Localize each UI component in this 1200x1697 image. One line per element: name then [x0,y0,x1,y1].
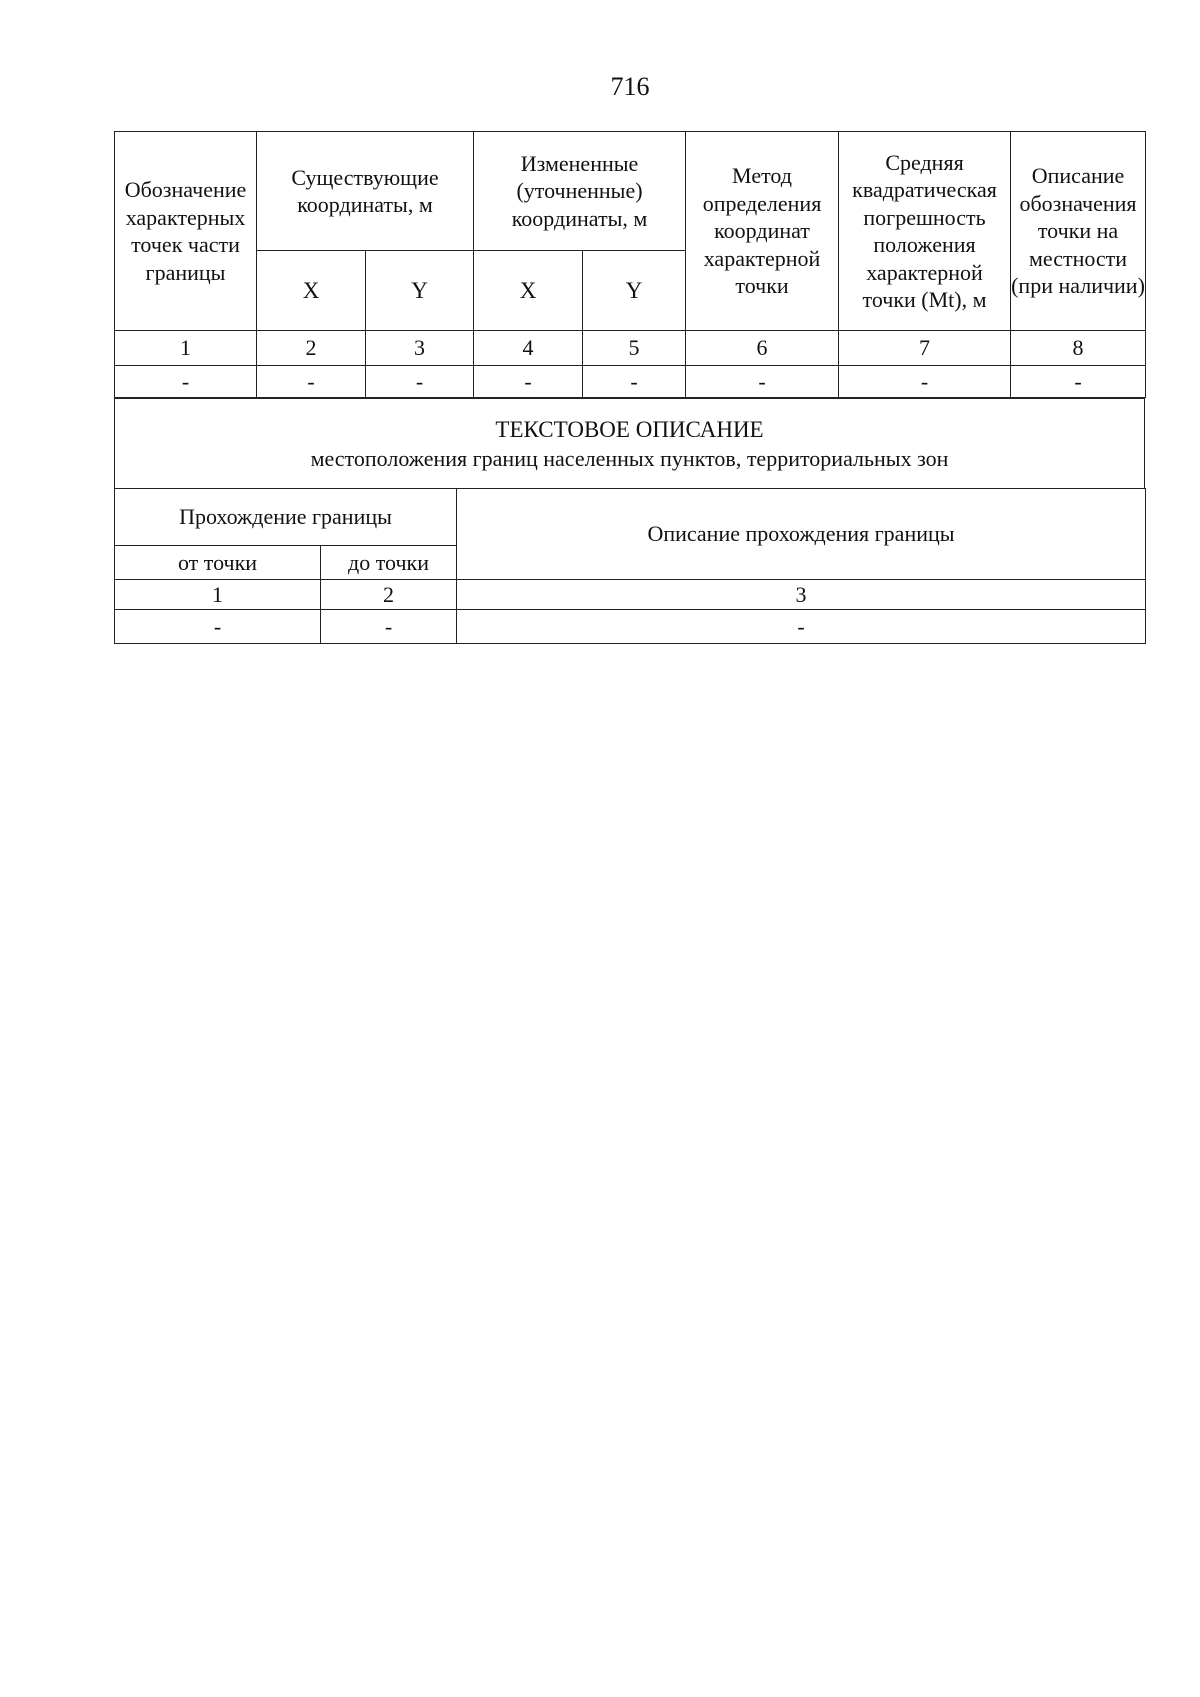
section-title: ТЕКСТОВОЕ ОПИСАНИЕ [495,416,764,442]
column-number: 3 [366,331,474,366]
table-cell: - [321,610,457,644]
table-cell: - [115,610,321,644]
table-cell: - [366,366,474,398]
header-to-point: до точки [321,546,457,580]
header-designation: Обозначение характерных точек части границы [115,132,257,331]
section-subtitle: местоположения границ населенных пунктов, территориальных зон [310,445,949,471]
column-number-row [115,580,1146,610]
header-passage: Прохождение границы [115,489,457,546]
column-number: 1 [115,580,321,610]
column-number: 4 [474,331,583,366]
table-row [115,610,1146,644]
table-cell: - [457,610,1146,644]
column-number: 6 [686,331,839,366]
header-from-point: от точки [115,546,321,580]
column-number: 5 [583,331,686,366]
boundary-passage-table [114,488,1146,644]
column-number: 7 [839,331,1011,366]
header-method: Метод определения координат характерной точки [686,132,839,331]
column-number-row [115,331,1146,366]
column-number: 8 [1011,331,1146,366]
text-description-block [114,398,1145,489]
table-cell: - [583,366,686,398]
column-number: 2 [321,580,457,610]
header-changed-y: Y [583,251,686,331]
header-passage-description: Описание прохождения границы [457,489,1146,580]
table-cell: - [686,366,839,398]
table-cell: - [115,366,257,398]
header-existing-x: X [257,251,366,331]
header-changed-coordinates: Измененные (уточненные) координаты, м [474,132,686,251]
coordinates-table [114,131,1146,398]
table-cell: - [474,366,583,398]
header-existing-coordinates: Существующие координаты, м [257,132,474,251]
column-number: 1 [115,331,257,366]
table-row [115,366,1146,398]
text-description-cell [115,399,1145,489]
header-accuracy: Средняя квадратическая погрешность положения характерной точки (Mt), м [839,132,1011,331]
table-cell: - [257,366,366,398]
column-number: 3 [457,580,1146,610]
table-cell: - [1011,366,1146,398]
header-existing-y: Y [366,251,474,331]
header-changed-x: X [474,251,583,331]
page-number: 716 [610,72,650,101]
table-cell: - [839,366,1011,398]
column-number: 2 [257,331,366,366]
header-point-description: Описание обозначения точки на местности (при наличии) [1011,132,1146,331]
